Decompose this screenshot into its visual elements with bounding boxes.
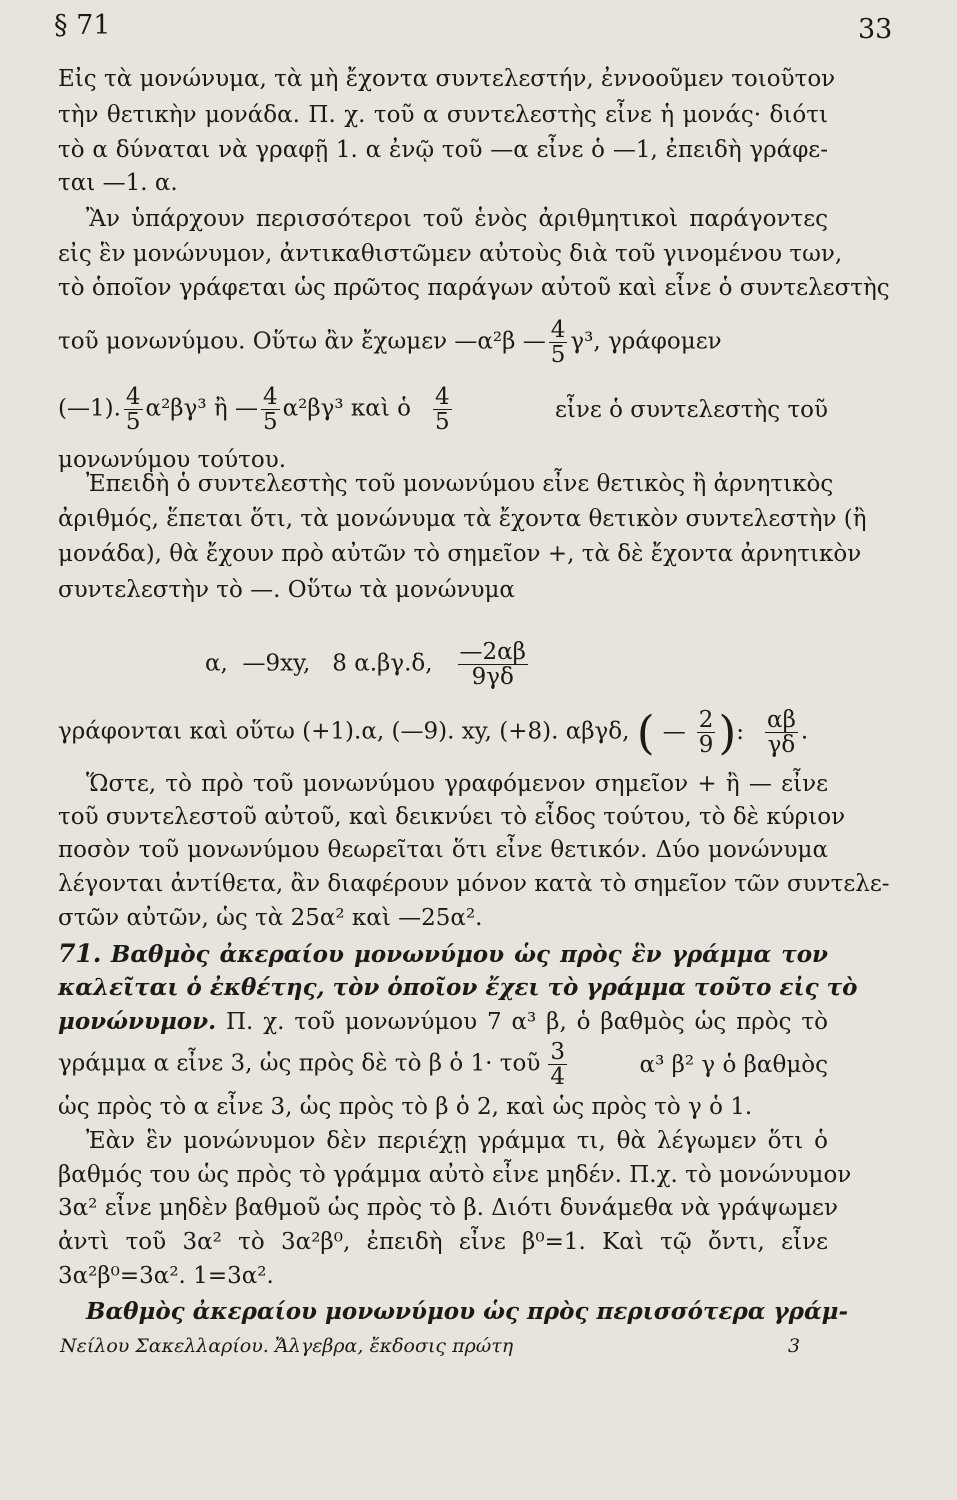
text-line: λέγονται ἀντίθετα, ἂν διαφέρουν μόνον κατὰ τὸ σημεῖον τῶν συντελε- [58,871,890,897]
text-line: ἀντὶ τοῦ 3α² τὸ 3α²β⁰, ἐπειδὴ εἶνε β⁰=1. Καὶ τῷ ὄντι, εἶνε [58,1229,828,1255]
text-line: 3α²β⁰=3α². 1=3α². [58,1263,274,1289]
section-heading-cont: καλεῖται ὁ ἐκθέτης, τὸν ὁποῖον ἔχει τὸ γράμμα τοῦτο εἰς τὸ [58,974,858,1001]
fraction: $\frac{\alpha\beta}{\gamma\delta}$ [767,707,796,759]
text-line: μονωνύμου τούτου. [58,447,287,473]
text-line: 3α² εἶνε μηδὲν βαθμοῦ ὡς πρὸς τὸ β. Διότι δυνάμεθα νὰ γράψωμεν [58,1195,838,1221]
section-heading: 71. Βαθμὸς ἀκεραίου μονωνύμου ὡς πρὸς ἓν γράμμα τον [58,939,829,968]
text-line: τοῦ συντελεστοῦ αὐτοῦ, καὶ δεικνύει τὸ εἶδος τούτου, τὸ δὲ κύριον [58,804,846,830]
examples-row: α, —9xy, 8 α.βγ.δ, $\frac{—2\alpha\beta}{9\gamma\delta}$ [205,639,526,691]
text-line: συντελεστὴν τὸ —. Οὕτω τὰ μονώνυμα [58,577,515,603]
page-number: 33 [858,14,893,45]
text-line: ἀριθμός, ἕπεται ὅτι, τὰ μονώνυμα τὰ ἔχοντα θετικὸν συντελεστὴν (ἢ [58,506,867,532]
fraction: $\frac{4}{5}$ [550,317,566,369]
text-line: τὸ α δύναται νὰ γραφῇ 1. α ἐνῷ τοῦ —α εἶνε ὁ —1, ἐπειδὴ γράφε- [58,137,828,163]
fraction: $\frac{3}{4}$ [550,1039,566,1091]
text-line: ποσὸν τοῦ μονωνύμου θεωρεῖται ὅτι εἶνε θετικόν. Δύο μονώνυμα [58,837,828,863]
formula-line: (—1). $\frac{4}{5}$ α²βγ³ ἢ — $\frac{4}{5}$ α²βγ³ καὶ ὁ $\frac{4}{5}$ εἶνε ὁ συντελεστὴς τοῦ [58,384,828,436]
fraction: $\frac{2}{9}$ [698,707,714,759]
section-header: § 71 [54,10,111,41]
text-line-with-fraction: τοῦ μονωνύμου. Οὕτω ἂν ἔχωμεν —α²β — $\frac{4}{5}$ γ³, γράφομεν [58,317,722,369]
text-line: Ἂν ὑπάρχουν περισσότεροι τοῦ ἑνὸς ἀριθμητικοὶ παράγοντες [86,206,828,232]
text-line: Ἐὰν ἓν μονώνυμον δὲν περιέχῃ γράμμα τι, θὰ λέγωμεν ὅτι ὁ [86,1128,828,1154]
text-line: ὡς πρὸς τὸ α εἶνε 3, ὡς πρὸς τὸ β ὁ 2, καὶ ὡς πρὸς τὸ γ ὁ 1. [58,1094,753,1120]
footer-author: Νείλου Σακελλαρίου. Ἄλγεβρα, ἔκδοσις πρώτη [60,1335,514,1357]
text-line: μονώνυμον. Π. χ. τοῦ μονωνύμου 7 α³ β, ὁ βαθμὸς ὡς πρὸς τὸ [58,1008,828,1035]
fraction: $\frac{4}{5}$ [125,384,141,436]
text-line: εἰς ἓν μονώνυμον, ἀντικαθιστῶμεν αὐτοὺς διὰ τοῦ γινομένου των, [58,241,843,267]
text-line: τὴν θετικὴν μονάδα. Π. χ. τοῦ α συντελεστὴς εἶνε ἡ μονάς· διότι [58,102,828,128]
text-line: ται —1. α. [58,170,178,196]
fraction: $\frac{4}{5}$ [262,384,278,436]
section-heading: Βαθμὸς ἀκεραίου μονωνύμου ὡς πρὸς περισσότερα γράμ- [86,1298,849,1325]
text-line-with-fraction: γράμμα α εἶνε 3, ὡς πρὸς δὲ τὸ β ὁ 1· τοῦ $\frac{3}{4}$ α³ β² γ ὁ βαθμὸς [58,1039,828,1091]
text-line: μονάδα), θὰ ἔχουν πρὸ αὐτῶν τὸ σημεῖον +, τὰ δὲ ἔχοντα ἀρνητικὸν [58,541,862,567]
text-line: τὸ ὁποῖον γράφεται ὡς πρῶτος παράγων αὐτοῦ καὶ εἶνε ὁ συντελεστὴς [58,275,890,301]
formula-line: γράφονται καὶ οὕτω (+1).α, (—9). xy, (+8). αβγδ, ( — $\frac{2}{9}$ ): $\frac{\alpha\beta}{\gamma\delta}$ . [58,705,809,760]
fraction: $\frac{—2\alpha\beta}{9\gamma\delta}$ [459,639,526,691]
text-line: Εἰς τὰ μονώνυμα, τὰ μὴ ἔχοντα συντελεστήν, ἐννοοῦμεν τοιοῦτον [58,66,836,92]
text-line: στῶν αὐτῶν, ὡς τὰ 25α² καὶ —25α². [58,905,483,931]
text-line: Ἐπειδὴ ὁ συντελεστὴς τοῦ μονωνύμου εἶνε θετικὸς ἢ ἀρνητικὸς [86,471,834,497]
footer-signature: 3 [788,1335,801,1357]
text-line: βαθμός του ὡς πρὸς τὸ γράμμα αὐτὸ εἶνε μηδέν. Π.χ. τὸ μονώνυμον [58,1162,852,1188]
fraction: $\frac{4}{5}$ [435,384,450,436]
text-line: Ὥστε, τὸ πρὸ τοῦ μονωνύμου γραφόμενον σημεῖον + ἢ — εἶνε [86,771,828,797]
